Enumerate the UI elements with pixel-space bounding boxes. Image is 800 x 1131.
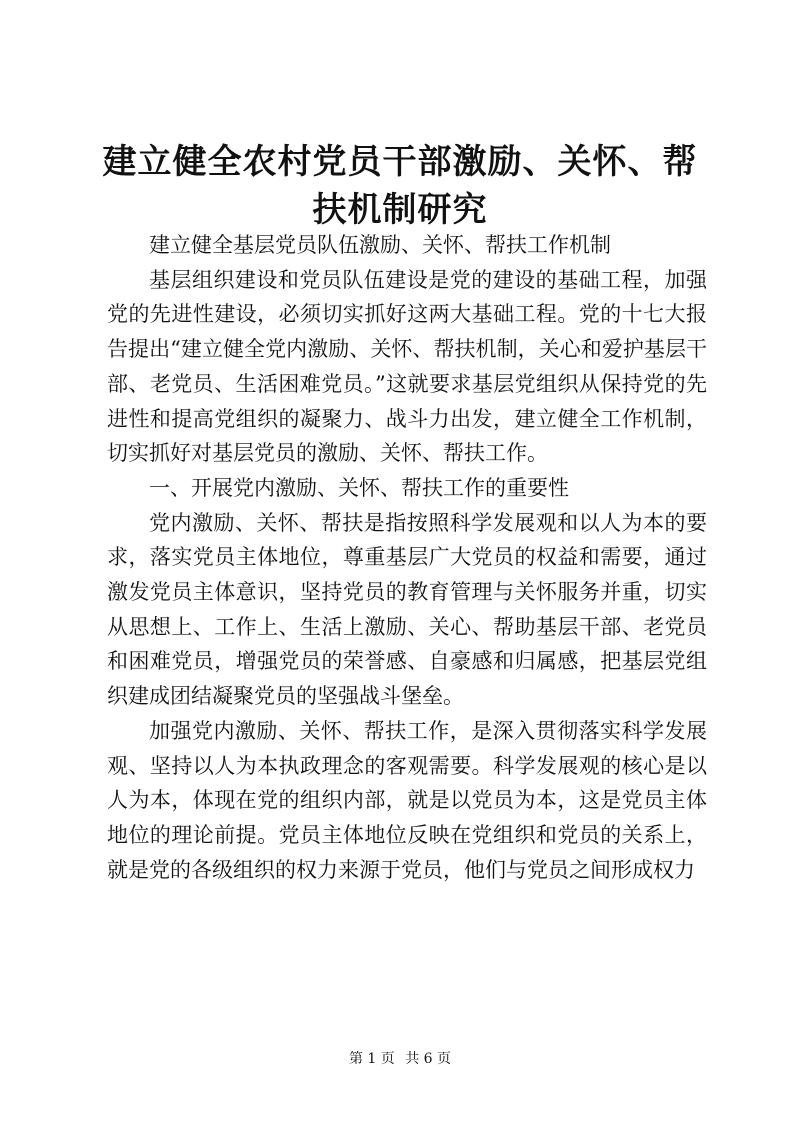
- paragraph-subtitle: 建立健全基层党员队伍激励、关怀、帮扶工作机制: [149, 233, 611, 257]
- section-heading: 一、开展党内激励、关怀、帮扶工作的重要性: [149, 475, 569, 500]
- paragraph: 加强党内激励、关怀、帮扶工作，是深入贯彻落实科学发展观、坚持以人为本执政理念的客观需要。科学发展观的核心是以人为本，体现在党的组织内部，就是以党员为本，这是党员主体地位的理论前提。党员主体地位反映在党组织和党员的关系上，就是党的各级组织的权力来源于党员，他们与党员之间形成权力: [107, 718, 707, 882]
- document-title: 建立健全农村党员干部激励、关怀、帮扶机制研究: [102, 142, 698, 230]
- document-body: [107, 228, 707, 887]
- page-footer: [0, 1049, 800, 1069]
- page-total: 共 6 页: [405, 1051, 452, 1067]
- paragraph: 基层组织建设和党员队伍建设是党的建设的基础工程，加强党的先进性建设，必须切实抓好这两大基础工程。党的十七大报告提出“建立健全党内激励、关怀、帮扶机制，关心和爱护基层干部、老党员、生活困难党员。”这就要求基层党组织从保持党的先进性和提高党组织的凝聚力、战斗力出发，建立健全工作机制，切实抓好对基层党员的激励、关怀、帮扶工作。: [107, 267, 707, 466]
- page-number: 第 1 页: [348, 1051, 395, 1067]
- paragraph: 党内激励、关怀、帮扶是指按照科学发展观和以人为本的要求，落实党员主体地位，尊重基层广大党员的权益和需要，通过激发党员主体意识，坚持党员的教育管理与关怀服务并重，切实从思想上、工作上、生活上激励、关心、帮助基层干部、老党员和困难党员，增强党员的荣誉感、自豪感和归属感，把基层党组织建成团结凝聚党员的坚强战斗堡垒。: [107, 510, 707, 709]
